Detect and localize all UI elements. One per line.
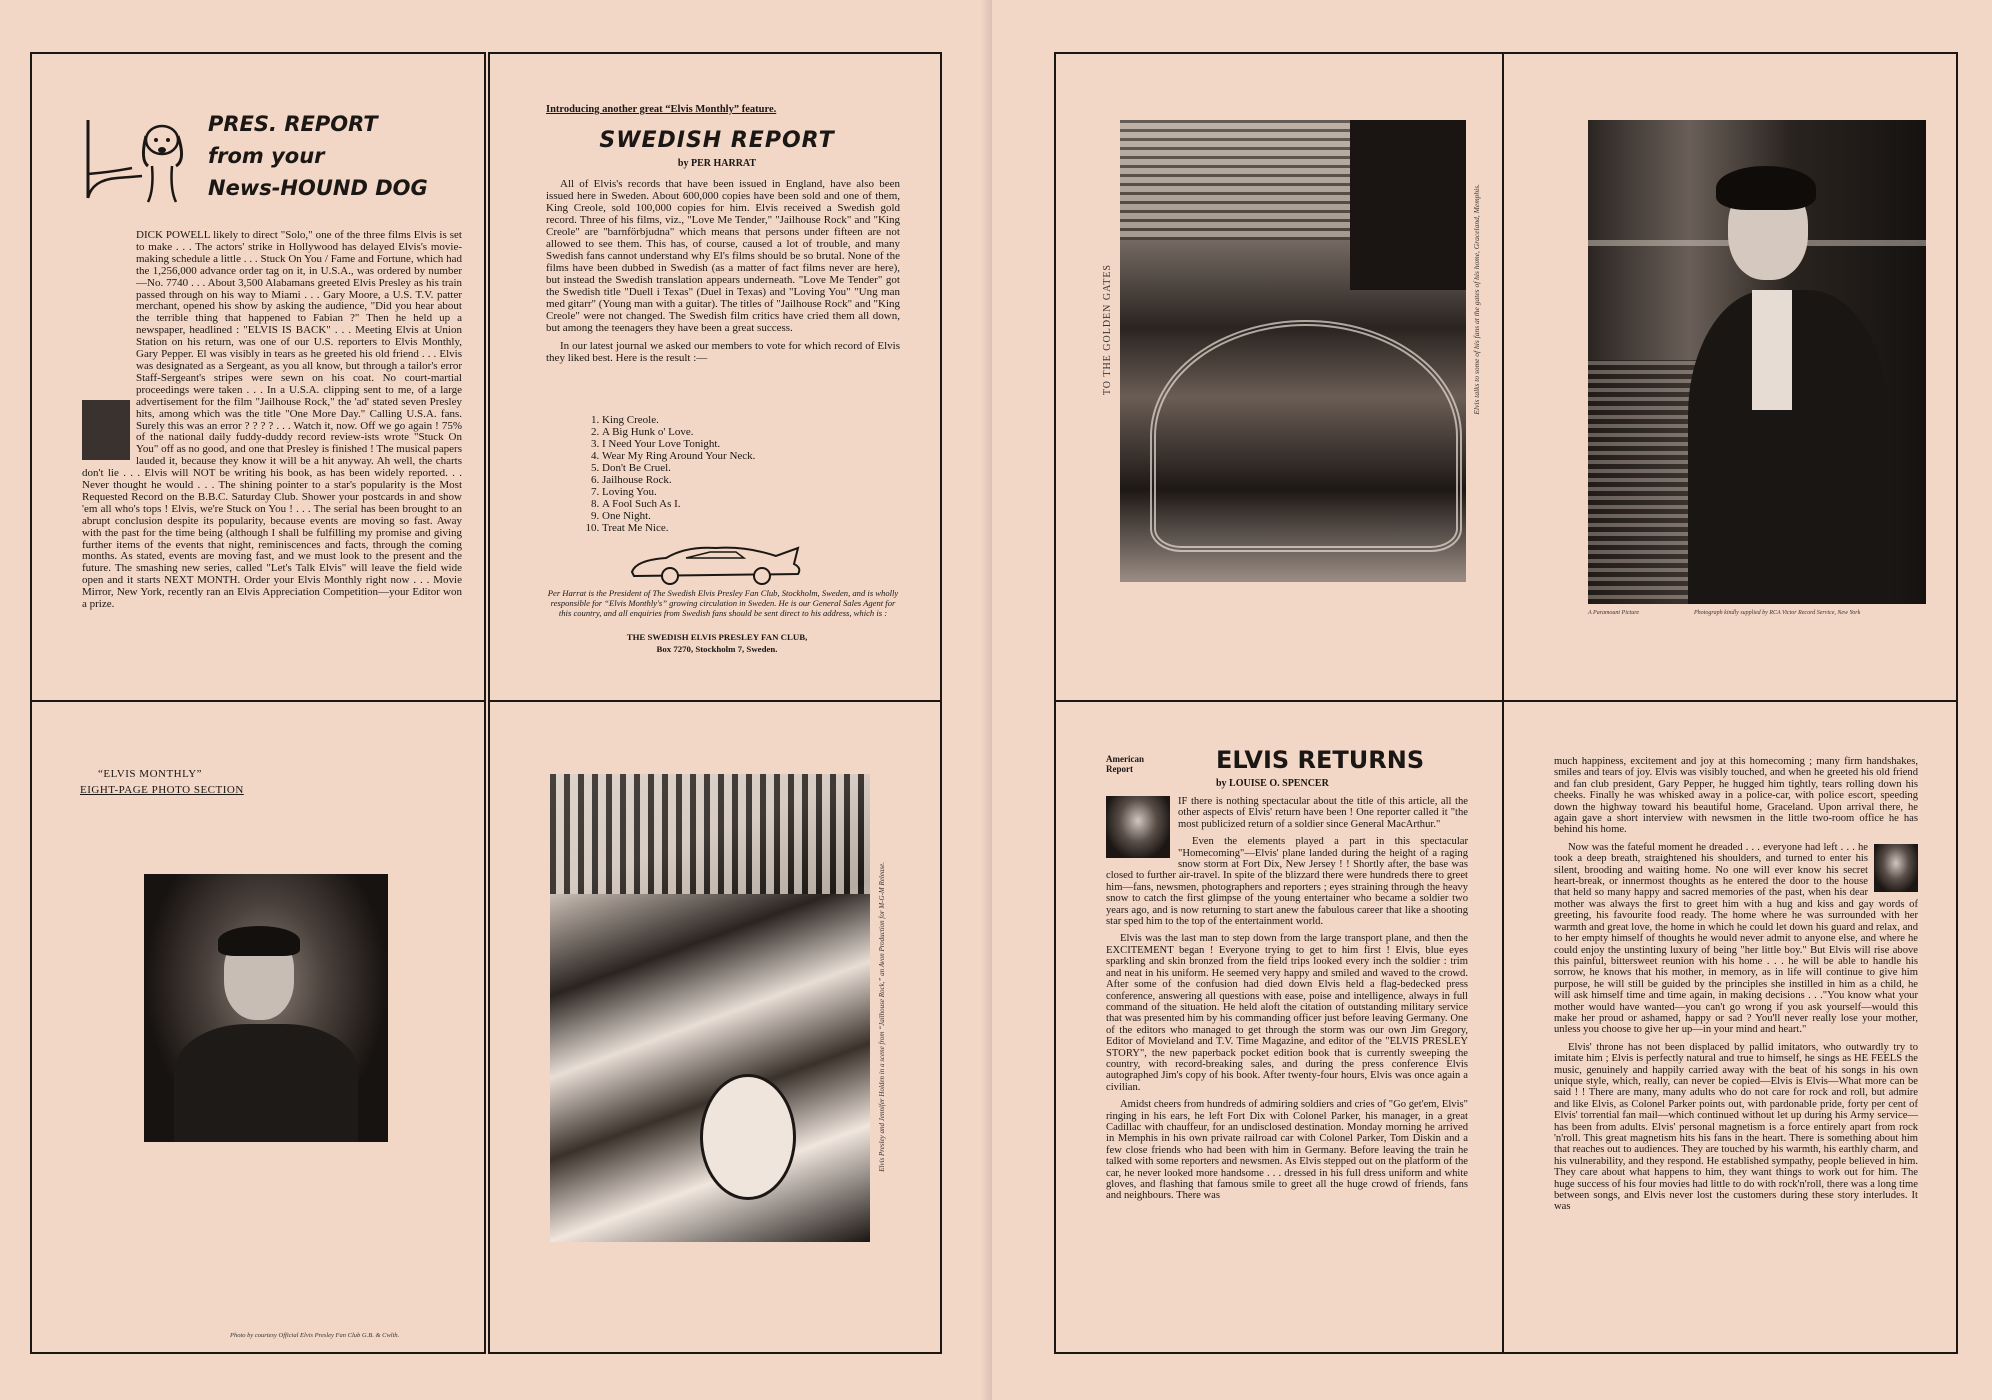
golden-gates-caption: Elvis talks to some of his fans at the gates of his home, Graceland, Memphis. [1472, 184, 1481, 415]
swedish-top10-list [556, 414, 902, 534]
golden-gates-panel [1054, 52, 1504, 702]
list-item: 5. Don't Be Cruel. [602, 462, 902, 474]
photo-section-panel [30, 700, 486, 1354]
elvis-returns-title: ELVIS RETURNS [1216, 746, 1425, 774]
swedish-body [546, 178, 900, 370]
swedish-address-1: THE SWEDISH ELVIS PRESLEY FAN CLUB, [626, 632, 808, 642]
swedish-para-1: All of Elvis's records that have been issued in England, have also been issued here in Sweden. About 600,000 copies have been sold and one of them, King Creole, sold 100,000 copies for him. Elvis received a Swedish gold record. Three of his films, viz., "Love Me Tender," "Jailhouse Rock" and "King Creole" are "barnförbjudna" which means that persons under fifteen are not allowed to see them. This has, of course, caused a lot of trouble, and many Swedish fans cannot understand why El's films should be so brutal. None of the films have been dubbed in Swedish (as a matter of fact films never are here), but instead the Swedish translation appears underneath. "Love Me Tender" got the Swedish title "Duell i Texas" (Duel in Texas) and "Loving You" "Ung man med gitarr" (Young man with a guitar). The titles of "Jailhouse Rock" and "King Creole" were not changed. The Swedish film critics have cried them all down, but among the teenagers they have been a great success. [546, 178, 900, 334]
elvis-soldier-thumbnail [1106, 796, 1170, 858]
jailhouse-still-credit: Elvis Presley and Jennifer Holden in a scene from “Jailhouse Rock,” an Avon Production for M-G-M Release. [878, 862, 886, 1172]
swedish-report-panel [488, 52, 942, 702]
list-item: 7. Loving You. [602, 486, 902, 498]
swedish-kicker: Introducing another great “Elvis Monthly” feature. [546, 104, 777, 115]
jailhouse-still-panel [488, 700, 942, 1354]
list-item: 9. One Night. [602, 510, 902, 522]
list-item: 4. Wear My Ring Around Your Neck. [602, 450, 902, 462]
elvis-smile-thumbnail [1874, 844, 1918, 892]
elvis-thumbnail-box [82, 400, 130, 460]
elvis-uniform-photo [144, 874, 388, 1142]
pres-report-body: DICK POWELL likely to direct "Solo," one of the three films Elvis is set to make . . . The actors' strike in Hollywood has delayed Elvis's movie-making schedule a little . . . Stuck On You / Fame and Fortune, which had the 1,256,000 advance order tag on it, in U.S.A., was ordered by number—No. 7740 . . . About 3,500 Alabamans greeted Elvis Presley as his train passed through on his way to Miami . . . Gary Moore, a U.S. T.V. patter merchant, opened his show by asking the audience, "Did you hear about the terrible thing that happened to Fabian ?" Then he held up a newspaper, headlined : "ELVIS IS BACK" . . . Meeting Elvis at Union Station on his return, was one of our U.S. reporters to Elvis Monthly, Gary Pepper. El was visibly in tears as he greeted his old friend . . . Elvis was designated as a Sergeant, as you all know, but through a tailor's error Staff-Sergeant's stripes were sewn on his coat. No court-martial proceedings were taken . . . In a U.S.A. clipping sent to me, of a large advertisement for the film "Jailhouse Rock," the 'ad' stated seven Presley hits, among which was the title "One More Day." Calling U.S.A. fans. Surely this was an error ? ? ? ? . . . Watch it, now. Off we go again ! 75% of the national daily fuddy-duddy record review-ists wrote "Stuck On You" off as no good, and one that Presley is finished ! The musical papers lauded it, because they know it will be a hit anyway. Ah well, the charts don't lie . . . Elvis will NOT be writing his book, as has been widely reported. . . Never thought he would . . . The shining pointer to a star's popularity is the Most Requested Record on the B.B.C. Saturday Club. Shower your postcards in and show 'em all who's tops ! Elvis, we're Stuck on You ! . . . The serial has been brought to an abrupt conclusion despite its popularity, because events are moving so fast. Away with the past for the time being (although I shall be fulfilling my promise and giving further items of the events that night, reminiscences and facts, through the coming months. As stated, events are moving fast, and we must look to the present and the future. The smashing new series, called "Let's Talk Elvis" will leave the field wide open and it starts NEXT MONTH. Order your Elvis Monthly right now . . . Movie Mirror, New York, recently ran an Elvis Appreciation Competition—your Editor won a prize. [82, 229, 462, 611]
list-item: 6. Jailhouse Rock. [602, 474, 902, 486]
pres-report-title: PRES. REPORT from your News-HOUND DOG [208, 112, 428, 200]
elvis-portrait-photo [1588, 120, 1926, 604]
elvis-returns-col1: IF there is nothing spectacular about the title of this article, all the other aspects of Elvis' return have been ! One reporter called it "the most publicized return of a soldier since General MacArthur." Even the elements played a part in this spectacular "Homecoming"—Elvis' plane landed during the height of a raging snow storm at Fort Dix, New Jersey ! ! Shortly after, the base was closed to further air-travel. In spite of the blizzard there were hundreds there to greet him—fans, newsmen, photographers and reporters ; eyes straining through the heavy snow to catch the first glimpse of the young entertainer who became a soldier two years ago, and is now returning to start anew the fabulous career that like a shooting star sped him to the top of the entertainment world. Elvis was the last man to step down from the large transport plane, and then the EXCITEMENT began ! Everyone trying to get to him first ! Elvis, blue eyes sparkling and skin bronzed from the field trips looked every inch the soldier : trim and neat in his uniform. He seemed very happy and smiled and waved to the crowd. After some of the confusion had died down Elvis held a flag-bedecked press conference, answering all questions with ease, poise and intelligence, always in full command of the situation. He held aloft the citation of outstanding military service that was presented him by his commanding officer just before leaving Germany. One of the editors who managed to get through the storm was our own Jim Gregory, Editor of Movieland and T.V. Time Magazine, and editor of the "ELVIS PRESLEY STORY", the new paperback pocket edition book that is currently sweeping the country, with record-breaking sales, and during the press conference Elvis autographed Jim's copy of his book. After twenty-four hours, Elvis was once again a civilian. Amidst cheers from hundreds of admiring soldiers and cries of "Go get'em, Elvis" ringing in his ears, he left Fort Dix with Colonel Parker, his manager, in a great Cadillac with chauffeur, for an undisclosed destination. Monday morning he arrived in Memphis in his own private railroad car with Colonel Parker, Tom Diskin and a few close friends who had been with him in Germany. Before leaving the train he talked with some reporters and newsmen. As Elvis stepped out on the platform of the car, he never looked more handsome . . . dressed in his full dress uniform and white gloves, and flashing that famous smile to greet all the huge crowd of friends, fans and neighbours. There was [1106, 796, 1468, 1202]
list-item: 10. Treat Me Nice. [602, 522, 902, 534]
swedish-title: SWEDISH REPORT [599, 128, 835, 153]
jailhouse-rock-still [550, 774, 870, 1242]
pres-report-panel [30, 52, 486, 702]
photo-section-credit: Photo by courtesy Official Elvis Presley Fan Club G.B. & Cwlth. [230, 1332, 400, 1339]
american-report-kicker: American Report [1106, 754, 1144, 774]
right-page [992, 0, 1992, 1400]
swedish-byline: by PER HARRAT [677, 158, 757, 169]
photo-section-line2: EIGHT-PAGE PHOTO SECTION [80, 784, 244, 796]
cadillac-car-icon [626, 538, 806, 588]
photo-section-line1: “ELVIS MONTHLY” [98, 768, 203, 780]
graceland-gates-photo [1120, 120, 1466, 582]
list-item: 2. A Big Hunk o' Love. [602, 426, 902, 438]
portrait-credit-right: Photograph kindly supplied by RCA Victor Record Service, New York [1694, 610, 1861, 616]
left-page [0, 0, 992, 1400]
list-item: 1. King Creole. [602, 414, 902, 426]
elvis-returns-byline: by LOUISE O. SPENCER [1216, 778, 1329, 789]
elvis-returns-panel-2 [1502, 700, 1958, 1354]
list-item: 3. I Need Your Love Tonight. [602, 438, 902, 450]
portrait-credit-left: A Paramount Picture [1588, 610, 1639, 616]
portrait-panel [1502, 52, 1958, 702]
swedish-address-2: Box 7270, Stockholm 7, Sweden. [656, 644, 778, 654]
elvis-returns-col2: much happiness, excitement and joy at this homecoming ; many firm handshakes, smiles and tears of joy. Elvis was visibly touched, and when he greeted his old friend and fan club president, Gary Pepper, he hugged him tightly, tears rolling down his cheeks. Finally he was whisked away in a police-car, with police escort, speeding down the highway toward his beautiful home, Graceland. Upon arrival there, he again gave a short interview with newsmen in the little two-room office he has behind his home. Now was the fateful moment he dreaded . . . everyone had left . . . he took a deep breath, straightened his shoulders, and turned to enter his silent, brooding and waiting home. No one will ever know his secret heart-break, or innermost thoughts as he entered the door to the house that held so many happy and sacred memories of the past, when his dear mother was always the first to greet him with a hug and kiss and gay words of greeting, his favourite food ready. The home where he was surrounded with her warmth and great love, the home in which he could let down his guard and relax, and to her empty himself of thoughts he would never admit to anyone else, and where he could enjoy the unstinting luxury of being "her little boy." But Elvis will rise above this painful, bittersweet reunion with his home . . . he will be able to handle his sorrow, he knows that his mother, in memory, as in life will continue to give him purpose, he will still be guided by the principles she instilled in him as a child, he will ask himself time and time again, in making decisions . . ."You know what your mother would have wanted—you can't go wrong if you ask yourself—would this make her proud or ashamed, happy or sad ? You'll never really lose your mother, unless you choose to give her up—in your mind and heart." Elvis' throne has not been displaced by pallid imitators, who outwardly try to imitate him ; Elvis is perfectly natural and true to himself, he sings as HE FEELS the music, genuinely and happily carried away with the beat of his songs in his own unique style, which, really, can never be copied—Elvis is Elvis—What more can be said ! ! There are many, many adults who do not care for rock and roll, but admire and like Elvis, as Colonel Parker points out, with pardonable pride, forty per cent of Elvis' torrential fan mail—which continued without let up during his Army service—has been from adults. Elvis' personal magnetism is a force entirely apart from rock 'n'roll. This great magnetism hits his fans in the heart. There is something about him that reaches out to audiences. They are touched by his warmth, his earthly charm, and his vulnerability, and they respond. He established sympathy, people believed in him. They care about what happens to him, they want things to work out for him. The huge success of his four movies had little to do with rock'n'roll, there was a long time between songs, and Elvis never lost the customers during these story interludes. It was [1554, 756, 1918, 1213]
list-item: 8. A Fool Such As I. [602, 498, 902, 510]
swedish-footer-note: Per Harrat is the President of The Swedish Elvis Presley Fan Club, Stockholm, Sweden, and is wholly responsible for “Elvis Monthly's” growing circulation in Sweden. He is our General Sales Agent for this country, and all enquiries from Swedish fans should be sent direct to his address, which is : [547, 588, 899, 618]
swedish-para-2: In our latest journal we asked our members to vote for which record of Elvis they liked best. Here is the result :— [546, 340, 900, 364]
golden-gates-side-label: TO THE GOLDEN GATES [1102, 264, 1113, 396]
hound-dog-icon [82, 110, 187, 210]
elvis-returns-panel-1 [1054, 700, 1504, 1354]
